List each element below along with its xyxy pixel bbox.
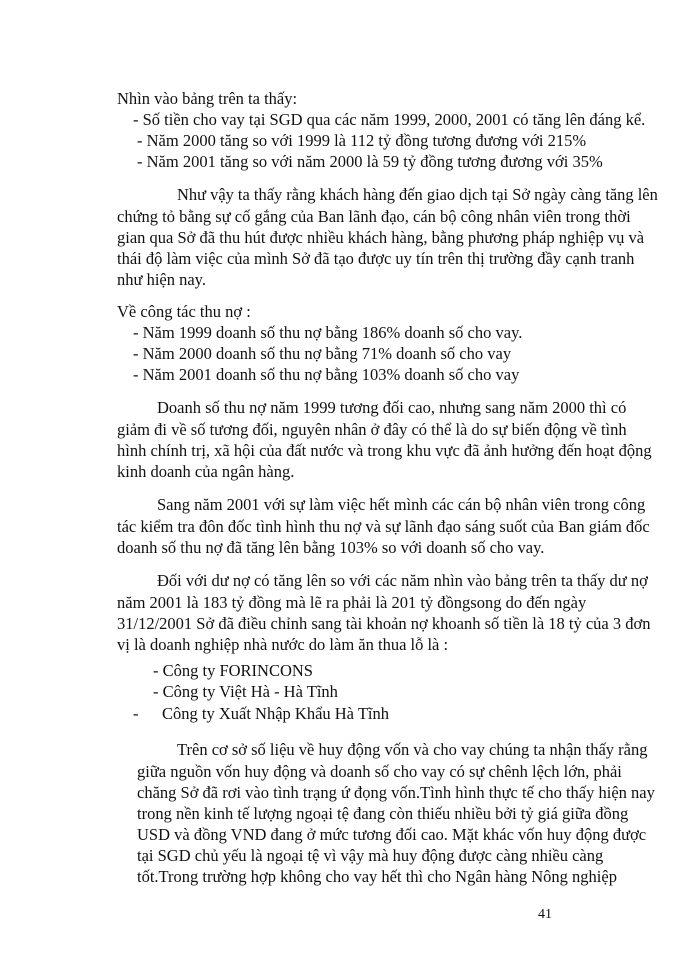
collection-bullet-3: - Năm 2001 doanh số thu nợ bằng 103% doanh số cho vay <box>133 365 520 384</box>
para3-line-1: Sang năm 2001 với sự làm việc hết mình các cán bộ nhân viên trong công <box>157 495 646 514</box>
company-item-1: - Công ty FORINCONS <box>153 661 313 680</box>
company-item-2: - Công ty Việt Hà - Hà Tĩnh <box>153 682 338 701</box>
para1-line-1: Như vậy ta thấy rằng khách hàng đến giao dịch tại Sở ngày càng tăng lên <box>177 185 658 204</box>
para4-line-1: Đối với dư nợ có tăng lên so với các năm nhìn vào bảng trên ta thấy dư nợ <box>157 571 648 590</box>
para5-line-3: chăng Sở đã rơi vào tình trạng ứ đọng vốn.Tình hình thực tế cho thấy hiện nay <box>137 783 655 802</box>
collection-bullet-1: - Năm 1999 doanh số thu nợ bằng 186% doanh số cho vay. <box>133 323 523 342</box>
company-item-3: Công ty Xuất Nhập Khẩu Hà Tĩnh <box>162 704 389 723</box>
para1-line-2: chứng tỏ bằng sự cố gắng của Ban lãnh đạo, cán bộ công nhân viên trong thời <box>117 207 631 226</box>
para5-line-5: USD và đồng VND đang ở mức tương đối cao. Mặt khác vốn huy động được <box>137 825 647 844</box>
para2-line-1: Doanh số thu nợ năm 1999 tương đối cao, nhưng sang năm 2000 thì có <box>157 398 627 417</box>
para5-line-4: trong nền kinh tế lượng ngoại tệ đang còn thiếu nhiều bởi tỷ giá giữa đồng <box>137 804 629 823</box>
loan-intro-heading: Nhìn vào bảng trên ta thấy: <box>117 89 298 108</box>
para4-line-3: 31/12/2001 Sở đã điều chỉnh sang tài khoản nợ khoanh số tiền là 18 tỷ của 3 đơn <box>117 614 651 633</box>
page-number: 41 <box>538 907 552 922</box>
para3-line-3: doanh số thu nợ đã tăng lên bằng 103% so với doanh số cho vay. <box>117 538 545 557</box>
para3-line-2: tác kiểm tra đôn đốc tình hình thu nợ và sự lãnh đạo sáng suốt của Ban giám đốc <box>117 517 650 536</box>
para1-line-5: như hiện nay. <box>117 270 206 289</box>
para5-line-7: tốt.Trong trường hợp không cho vay hết thì cho Ngân hàng Nông nghiệp <box>137 867 617 886</box>
para4-line-4: vị là doanh nghiệp nhà nước do làm ăn thua lỗ là : <box>117 635 449 654</box>
para5-line-6: tại SGD chủ yếu là ngoại tệ vì vậy mà huy động được càng nhiều càng <box>137 846 604 865</box>
para2-line-3: hình chính trị, xã hội của đất nước và trong khu vực đã ảnh hưởng đến hoạt động <box>117 441 652 460</box>
collection-bullet-2: - Năm 2000 doanh số thu nợ bằng 71% doanh số cho vay <box>133 344 512 363</box>
loan-bullet-2: - Năm 2000 tăng so với 1999 là 112 tỷ đồng tương đương với 215% <box>137 131 587 150</box>
para2-line-4: kinh doanh của ngân hàng. <box>117 462 295 481</box>
loan-bullet-1: - Số tiền cho vay tại SGD qua các năm 1999, 2000, 2001 có tăng lên đáng kể. <box>133 110 646 129</box>
company-dash: - <box>133 704 139 723</box>
para5-line-2: giữa nguồn vốn huy động và doanh số cho vay có sự chênh lệch lớn, phải <box>137 762 622 781</box>
collection-heading: Về công tác thu nợ : <box>117 302 251 321</box>
para1-line-4: thái độ làm việc của mình Sở đã tạo được uy tín trên thị trường đầy cạnh tranh <box>117 249 635 268</box>
loan-bullet-3: - Năm 2001 tăng so với năm 2000 là 59 tỷ đồng tương đương với 35% <box>137 152 603 171</box>
para2-line-2: giảm đi về số tương đối, nguyên nhân ở đây có thể là do sự biến động về tình <box>117 420 627 439</box>
para4-line-2: năm 2001 là 183 tỷ đồng mà lẽ ra phải là 201 tỷ đồngsong do đến ngày <box>117 593 587 612</box>
para5-line-1: Trên cơ sở số liệu về huy động vốn và cho vay chúng ta nhận thấy rằng <box>177 740 648 759</box>
para1-line-3: gian qua Sở đã thu hút được nhiều khách hàng, bằng phương pháp nghiệp vụ và <box>117 228 645 247</box>
